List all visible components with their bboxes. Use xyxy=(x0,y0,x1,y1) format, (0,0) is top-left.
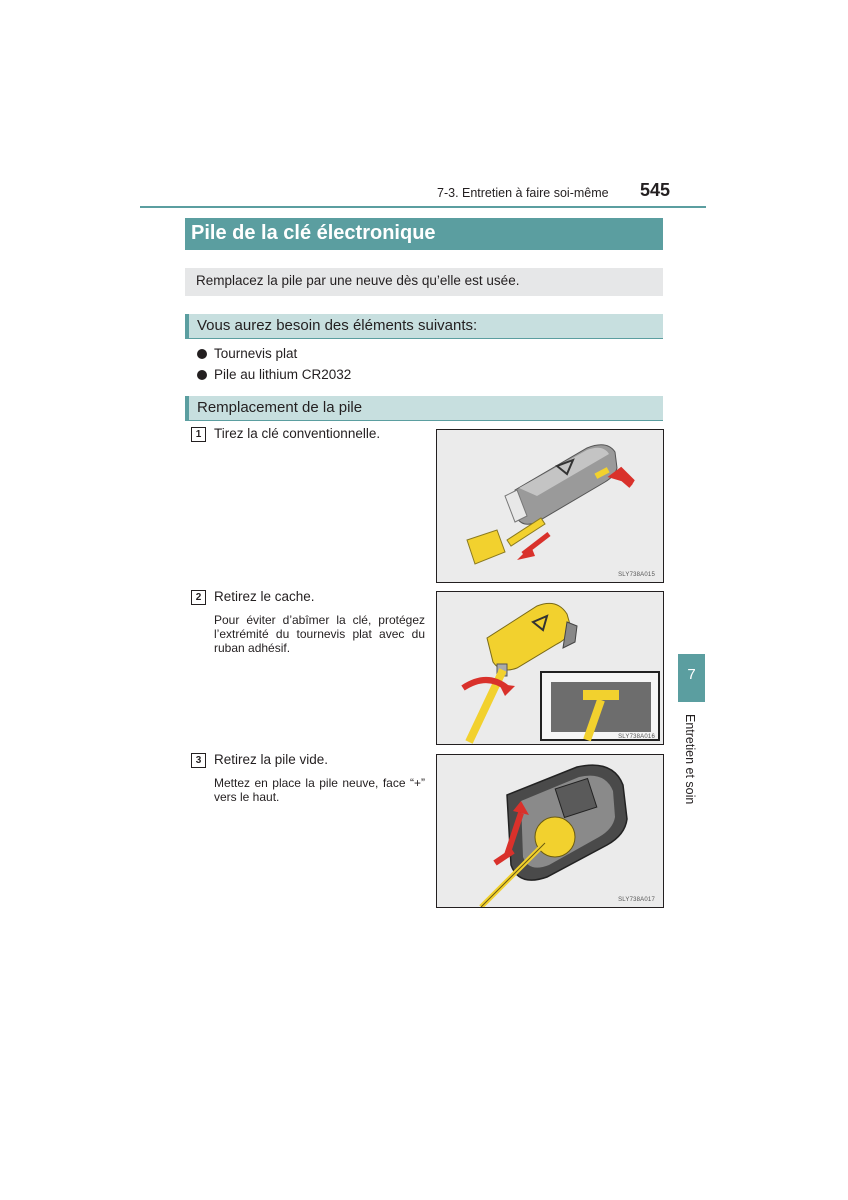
figure-step-2 xyxy=(436,591,664,745)
page-number: 545 xyxy=(640,180,671,200)
intro-box xyxy=(185,268,663,296)
remove-battery-illustration xyxy=(437,755,663,907)
step-number-box-icon: 3 xyxy=(191,753,206,768)
bullet-dot-icon xyxy=(197,349,207,359)
figure-step-3 xyxy=(436,754,664,908)
figure-step-1 xyxy=(436,429,664,583)
needs-heading-bar xyxy=(185,314,663,339)
chapter-tab xyxy=(678,654,705,702)
section-title-bar xyxy=(185,218,663,250)
step-2-note: Pour éviter d’abîmer la clé, protégez l’extrémité du tournevis plat avec du ruban adhésif. xyxy=(214,613,425,655)
header-rule xyxy=(140,206,706,208)
list-item-label: Pile au lithium CR2032 xyxy=(214,367,352,382)
header-section-title: 7-3. Entretien à faire soi-même xyxy=(437,186,609,200)
list-item xyxy=(197,367,351,382)
chapter-number: 7 xyxy=(687,666,696,683)
list-item-label: Tournevis plat xyxy=(214,346,298,361)
figure-code: SLY738A015 xyxy=(618,572,655,578)
step-number-box-icon: 1 xyxy=(191,427,206,442)
replacement-heading-bar xyxy=(185,396,663,421)
step-3-note: Mettez en place la pile neuve, face “+” vers le haut. xyxy=(214,776,425,804)
figure-code: SLY738A017 xyxy=(618,897,655,903)
step-2-text: Retirez le cache. xyxy=(214,589,315,604)
replacement-heading: Remplacement de la pile xyxy=(197,399,363,416)
needs-heading: Vous aurez besoin des éléments suivants: xyxy=(197,317,478,334)
step-3-text: Retirez la pile vide. xyxy=(214,752,329,767)
figure-code: SLY738A016 xyxy=(618,734,655,740)
step-1-text: Tirez la clé conventionnelle. xyxy=(214,426,381,441)
section-title: Pile de la clé électronique xyxy=(191,222,436,244)
intro-text: Remplacez la pile par une neuve dès qu’elle est usée. xyxy=(196,273,520,288)
chapter-label: Entretien et soin xyxy=(683,714,697,805)
bullet-dot-icon xyxy=(197,370,207,380)
list-item xyxy=(197,346,297,361)
step-number-box-icon: 2 xyxy=(191,590,206,605)
key-fob-pull-key-illustration xyxy=(437,430,663,582)
remove-cover-illustration xyxy=(437,592,663,744)
